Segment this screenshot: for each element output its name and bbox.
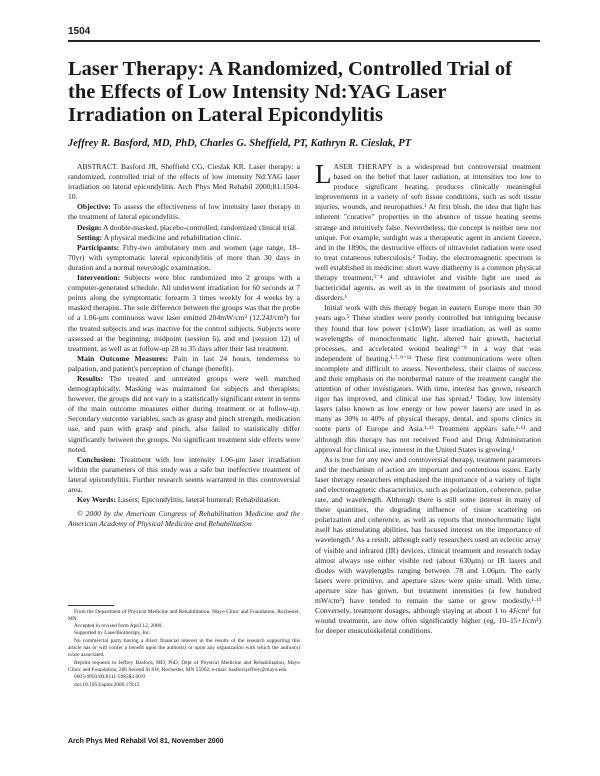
results-text: The treated and untreated groups were well matched demographically. Masking was maintained for subjects and therapists; however, the groups did not vary to a statistically significant extent in terms of the main outcome measures either during treatment or at follow-up. Secondary outcome variables, such as grasp and pinch strength, medication use, and pain with grasp and pinch, also failed to statistically differ significantly between the groups. No significant treatment side effects were noted. (68, 373, 300, 454)
header-rule (68, 40, 540, 42)
keywords-text: Lasers; Epicondylitis, lateral humeral; Rehabilitation. (117, 495, 281, 505)
abstract-design (68, 223, 300, 233)
abstract-citation: ABSTRACT. Basford JR, Sheffield CG, Cieslak KR. Laser therapy: a randomized, controlled trial of the effects of low intensity Nd:YAG laser irradiation on lateral epicondylitis. Arch Phys Med Rehabil 2000;81:1504-10. (68, 162, 300, 202)
paragraph-1-text: is a widespread but controversial treatment based on the belief that laser radiation, at intensities too low to produce significant heating, produces clinically meaningful improvements in a variety of soft tissue conditions, such as soft tissue injuries, wounds, and neuropathies.¹ At first blush, the idea that light has inherent "curative" properties in the absence of tissue heating seems strange and intuitively false. Nevertheless, the concept is neither new nor unique. For example, sunlight was a therapeutic agent in ancient Greece, and in the 1890s, the destructive effects of ultraviolet radiation were used to treat cutaneous tuberculosis.² Today, the electromagnetic spectrum is well established in medicine: short wave diathermy is a common physical therapy treatment,³⁻⁴ and ultraviolet and visible light are used as bactericidal agents, as well as in the treatment of psoriasis and mood disorders.¹ (315, 162, 541, 303)
page-number: 1504 (68, 26, 91, 37)
outcome-measures-text: Pain in last 24 hours, tenderness to palpation, and patient's perception of change (benefit). (68, 353, 301, 373)
footnote-doi: doi:10.1053/apmr.2000.17812 (74, 681, 140, 688)
intervention-text: Subjects were bloc randomized into 2 groups with a computer-generated schedule. All underwent irradiation for 60 seconds at 7 points along the symptomatic forearm 3 times weekly for 4 weeks by a masked therapist. The sole difference between the groups was that the probe of a 1.06-μm continuous wave laser emitted 204mW/cm² (12.24J/cm²) for the treated subjects and was inactive for the control subjects. Subjects were assessed at the beginning, midpoint (session 6), and end (session 12) of treatment, as well as at follow-up 28 to 35 days after their last treatment. (68, 273, 300, 353)
footnote-support: Supported by LaserBiotherapy, Inc. (74, 630, 151, 637)
intervention-label: Intervention: (77, 273, 121, 283)
body-paragraph-1 (315, 159, 541, 303)
body-paragraph-3: As is true for any new and controversial therapy, treatment parameters and the mechanism of action are important and contentious issues. Early laser therapy researchers emphasized the importance of a variety of light and electromagnetic characteristics, such as polarization, coherence, pulse rate, and wavelength. Although there is still some interest in many of these quantities, the degrading influence of tissue scattering on polarization and coherence, as well as reports that monochromatic light itself has stimulating abilities, has focused interest on the importance of wavelength.¹ As a result, although early researchers used an eclectic array of visible and infrared (IR) devices, clinical treatment and research today almost always use either visible red (about 630μm) or IR lasers and diodes with wavelengths ranging between .78 and 1.06μm. The early lasers were primitive, and aperture sizes were quite small. With time, aperture size has grown, but treatment intensities (a few hundred mW/cm²) have tended to remain the same or grow modestly.¹·¹³ Conversely, treatment dosages, although staying at about 1 to 4J/cm² for wound treatment, are now often significantly higher (eg, 10–15+J/cm²) for deeper musculoskeletal conditions. (315, 454, 541, 636)
footnote-issn: 0003-9993/00/8111-5983$3.00/0 (74, 674, 146, 681)
abstract-objective (68, 202, 300, 222)
abstract-participants (68, 243, 300, 273)
footnote-accepted: Accepted in revised form April 12, 2000. (74, 623, 163, 630)
footnotes (68, 605, 300, 689)
abstract-intervention (68, 273, 300, 354)
design-text: A double-masked, placebo-controlled, randomized clinical trial. (102, 222, 297, 232)
opening-words: ASER THERAPY (333, 162, 393, 171)
copyright-notice: © 2000 by the American Congress of Rehabilitation Medicine and the American Academy of Physical Medicine and Rehabilitation (68, 509, 300, 529)
article-title: Laser Therapy: A Randomized, Controlled Trial of the Effects of Low Intensity Nd:YAG Laser Irradiation on Lateral Epicondylitis (68, 58, 513, 126)
abstract-column (68, 162, 300, 529)
footnote-reprints: Reprint requests to Jeffrey Basford, MD, PhD, Dept of Physical Medicine and Rehabilitation, Mayo Clinic and Foundation, 200 Second St SW, Rochester, MN 55902, e-mail: basford.jeffrey@mayo.edu. (68, 659, 300, 673)
abstract-keywords (68, 495, 300, 505)
footnote-affiliation: From the Department of Physical Medicine and Rehabilitation, Mayo Clinic and Foundation, Rochester, MN. (68, 608, 300, 622)
abstract-conclusion (68, 455, 300, 495)
abstract-setting (68, 233, 300, 243)
drop-cap: L (315, 159, 332, 189)
body-paragraph-2: Initial work with this therapy began in eastern Europe more than 30 years ago.⁵ These studies were poorly controlled but intriguing because they found that low power (≤1mW) laser irradiation, as well as some wavelengths of monochromatic light, altered hair growth, bacterial processes, and accelerated wound healing⁶⁻⁸ in a way that was independent of heating.¹·⁷·⁹⁻¹² These first communications were often incomplete and difficult to assess. Nevertheless, their claims of success and their emphasis on the nonthermal nature of the treatment caught the attention of other investigators. With time, interest has grown, research rigor has improved, and clinical use has spread.¹ Today, low intensity lasers (also known as low energy or low power lasers) are used in as many as 30% to 40% of physical therapy, dental, and sports clinics in some parts of Europe and Asia.¹·¹³ Treatment appears safe,¹·¹³ and although this therapy has not received Food and Drug Administration approval for clinical use, interest in the United States is growing.¹ (315, 303, 541, 454)
abstract-results (68, 374, 300, 455)
objective-label: Objective: (77, 202, 111, 212)
participants-text: Fifty-two ambulatory men and women (age range, 18–70yr) with symptomatic lateral epicondylitis of more than 30 days in duration and a normal neurologic examination. (68, 242, 300, 272)
conclusion-text: Treatment with low intensity 1.06-μm laser irradiation within the parameters of this study was a safe but ineffective treatment of lateral epicondylitis. Further research seems warranted in this controversial area. (68, 454, 300, 494)
footnote-rule (68, 605, 114, 606)
abstract-outcome-measures (68, 354, 300, 374)
author-list: Jeffrey R. Basford, MD, PhD, Charles G. Sheffield, PT, Kathryn R. Cieslak, PT (68, 138, 412, 149)
objective-text: To assess the effectiveness of low intensity laser therapy in the treatment of lateral epicondylitis. (68, 202, 300, 222)
conclusion-label: Conclusion: (77, 454, 116, 464)
body-column (315, 159, 541, 636)
footnote-disclosure: No commercial party having a direct financial interest in the results of the research supporting this article has or will confer a benefit upon the author(s) or upon any organization with which the author(s) is/are associated. (68, 637, 300, 659)
results-label: Results: (77, 373, 104, 383)
keywords-label: Key Words: (77, 495, 116, 505)
participants-label: Participants: (77, 242, 120, 252)
setting-text: A physical medicine and rehabilitation clinic. (103, 232, 242, 242)
design-label: Design: (77, 222, 102, 232)
outcome-measures-label: Main Outcome Measures: (77, 353, 169, 363)
journal-footer: Arch Phys Med Rehabil Vol 81, November 2000 (68, 738, 224, 745)
setting-label: Setting: (77, 232, 103, 242)
